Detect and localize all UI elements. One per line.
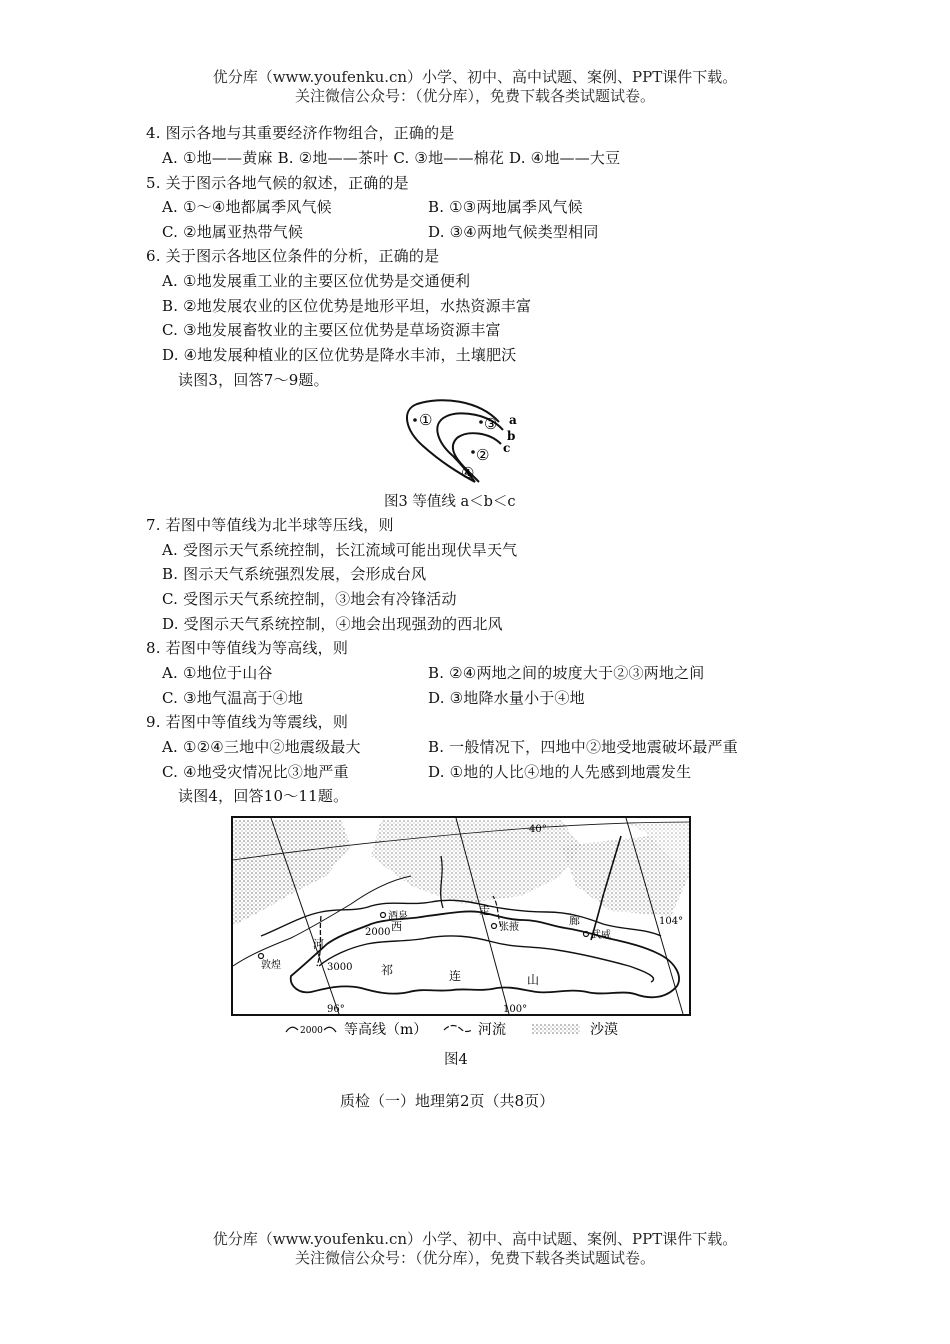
header-line-2: 关注微信公众号：（优分库），免费下载各类试题试卷。 — [294, 87, 655, 105]
fig3-label-b: b — [507, 429, 516, 443]
label-xi: 西 — [391, 920, 402, 933]
q5-option-a: A. ①～④地都属季风气候 — [162, 198, 332, 216]
footer-line-1: 优分库（www.youfenku.cn）小学、初中、高中试题、案例、PPT课件下载。 — [212, 1230, 738, 1248]
q5-option-b: B. ①③两地属季风气候 — [428, 198, 583, 216]
q7-option-a: A. 受图示天气系统控制，长江流域可能出现伏旱天气 — [162, 541, 518, 559]
legend-river-symbol — [444, 1026, 472, 1032]
legend-contour-symbol-right — [324, 1027, 336, 1032]
label-lon-96: 96° — [327, 1004, 345, 1015]
label-lian: 连 — [449, 969, 462, 983]
figure-3-caption: 图3 等值线 a＜b＜c — [384, 494, 516, 510]
q7-option-b: B. 图示天气系统强烈发展，会形成台风 — [162, 565, 427, 583]
legend-desert-label: 沙漠 — [590, 1022, 618, 1038]
q9-option-c: C. ④地受灾情况比③地严重 — [162, 763, 349, 781]
figure-3-isoline-diagram — [395, 394, 535, 486]
legend-river-label: 河流 — [478, 1022, 506, 1038]
q6-option-b: B. ②地发展农业的区位优势是地形平坦，水热资源丰富 — [162, 297, 532, 315]
fig3-point-1: ① — [419, 411, 433, 429]
q7-option-c: C. 受图示天气系统控制，③地会有冷锋活动 — [162, 590, 457, 608]
q7-option-d: D. 受图示天气系统控制，④地会出现强劲的西北风 — [162, 615, 503, 633]
city-zhangye: 张掖 — [499, 922, 519, 933]
label-zou: 走 — [479, 904, 490, 917]
q6-option-c: C. ③地发展畜牧业的主要区位优势是草场资源丰富 — [162, 321, 501, 339]
q9-stem: 9. 若图中等值线为等震线，则 — [146, 713, 349, 731]
q8-option-a: A. ①地位于山谷 — [162, 664, 273, 682]
fig3-point-3: ③ — [484, 415, 498, 433]
read-figure-3: 读图3，回答7～9题。 — [178, 371, 329, 389]
fig3-label-c: c — [503, 441, 511, 455]
q6-stem: 6. 关于图示各地区位条件的分析，正确的是 — [146, 247, 440, 265]
q8-stem: 8. 若图中等值线为等高线，则 — [146, 639, 349, 657]
q5-stem: 5. 关于图示各地气候的叙述，正确的是 — [146, 174, 409, 192]
q9-option-d: D. ①地的人比④地的人先感到地震发生 — [428, 763, 692, 781]
legend-desert-symbol — [532, 1024, 580, 1034]
figure-4-map — [231, 816, 691, 1016]
label-lang: 廊 — [569, 914, 580, 927]
q9-option-b: B. 一般情况下，四地中②地受地震破坏最严重 — [428, 738, 738, 756]
label-3000: 3000 — [327, 962, 353, 973]
read-figure-4: 读图4，回答10～11题。 — [178, 787, 349, 805]
figure-4-caption: 图4 — [444, 1052, 468, 1068]
q6-option-d: D. ④地发展种植业的区位优势是降水丰沛，土壤肥沃 — [162, 346, 517, 364]
label-lat-40: 40° — [529, 824, 547, 835]
q5-option-d: D. ③④两地气候类型相同 — [428, 223, 599, 241]
legend-contour-symbol-left — [286, 1027, 298, 1032]
q7-stem: 7. 若图中等值线为北半球等压线，则 — [146, 516, 394, 534]
label-lon-100: 100° — [503, 1004, 528, 1015]
q8-option-d: D. ③地降水量小于④地 — [428, 689, 585, 707]
label-lon-104: 104° — [659, 916, 684, 927]
footer-line-2: 关注微信公众号：（优分库），免费下载各类试题试卷。 — [294, 1249, 655, 1267]
figure-4-legend — [284, 1016, 664, 1040]
fig3-label-a: a — [509, 413, 517, 427]
fig3-point-2: ② — [476, 446, 490, 464]
q4-options: A. ①地——黄麻 B. ②地——茶叶 C. ③地——棉花 D. ④地——大豆 — [162, 149, 621, 167]
q5-option-c: C. ②地属亚热带气候 — [162, 223, 304, 241]
header-line-1: 优分库（www.youfenku.cn）小学、初中、高中试题、案例、PPT课件下载。 — [212, 68, 738, 86]
page-footer: 质检（一）地理第2页（共8页） — [340, 1092, 555, 1110]
fig3-point-4: ④ — [461, 464, 475, 482]
label-shan: 山 — [527, 973, 540, 987]
city-jiuquan: 酒泉 — [388, 911, 408, 922]
q8-option-b: B. ②④两地之间的坡度大于②③两地之间 — [428, 664, 705, 682]
q4-stem: 4. 图示各地与其重要经济作物组合，正确的是 — [146, 124, 455, 142]
legend-contour-number: 2000 — [300, 1026, 323, 1036]
label-2000: 2000 — [365, 927, 391, 938]
label-qi: 祁 — [381, 963, 394, 977]
legend-contour-label: 等高线（m） — [344, 1022, 428, 1038]
city-dunhuang: 敦煌 — [261, 960, 281, 971]
label-he: 河 — [313, 938, 324, 951]
q8-option-c: C. ③地气温高于④地 — [162, 689, 304, 707]
q6-option-a: A. ①地发展重工业的主要区位优势是交通便利 — [162, 272, 471, 290]
city-wuwei: 武威 — [591, 930, 611, 941]
q9-option-a: A. ①②④三地中②地震级最大 — [162, 738, 361, 756]
